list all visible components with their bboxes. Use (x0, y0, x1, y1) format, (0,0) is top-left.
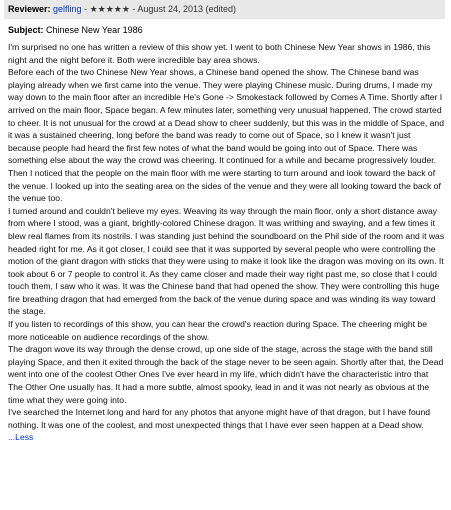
review-paragraph: Before each of the two Chinese New Year shows, a Chinese band opened the show. The Chinese band was playing already when we first came into the venue. They were playing Chinese music. During drums, I made my way down to the main floor after an incredible He's Gone -> Smokestack followed by Comes A Time. Shortly after I arrived on the main floor, Space began. A few minutes later, something very unusual happened. The crowd started to cheer. It is not unusual for the crowd at a Dead show to cheer suddenly, but this was in the middle of Space, and it was a sustained cheering, long before the band was ready to come out of Space, so I knew it wasn't just because people had heard the first few notes of what the band would be going into out of Space. There was something else about the way the crowd was cheering. It continued for a while and became progressively louder. Then I noticed that the people on the main floor with me were starting to turn around and look toward the back of the venue. I looked up into the seating area on the sides of the venue and they were all looking toward the back of the venue too. (8, 67, 444, 204)
rating-separator: - (81, 4, 90, 14)
reviewer-label: Reviewer: (8, 4, 51, 14)
review-paragraph: The dragon wove its way through the dense crowd, up one side of the stage, across the stage with the band still playing Space, and then it exited through the back of the stage never to be seen again. Shortly after that, the Dead went into one of the coolest Other Ones I've ever heard in my life, which didn't have the characteristic intro that The Other One usually has. It had a more subtle, almost spooky, lead in and it was not nearly as obvious at the time what they were going into. (8, 344, 444, 405)
review-paragraph: I've searched the Internet long and hard for any photos that anyone might have of that dragon, but I have found nothing. It was one of the coolest, and most unexpected things that I have ever seen happen at a Dead show. (8, 407, 431, 430)
review-date: - August 24, 2013 (edited) (129, 4, 236, 14)
show-less-link[interactable]: ...Less (8, 432, 34, 443)
review-meta-bar (4, 0, 445, 19)
review-paragraph: I turned around and couldn't believe my eyes. Weaving its way through the main floor, only a short distance away from where I stood, was a giant, brightly-colored Chinese dragon. It was writhing and swaying, and a few times it blew real flames from its nostrils. I was standing just behind the soundboard on the Phil side of the room and it was headed right for me. As it got closer, I could see that it was supported by several people who were controlling the motion of the giant dragon with sticks that they were using to make it look like the dragon was moving on its own. It took about 6 or 7 people to control it. As they came closer and made their way right past me, so close that I could touch them, I saw who it was. It was the Chinese band that had opened the show. They were controlling this huge fire breathing dragon that had emerged from the back of the venue during space and was winding its way toward the stage. (8, 205, 445, 317)
subject-label: Subject: (8, 25, 44, 35)
subject-text: Chinese New Year 1986 (46, 25, 143, 35)
review-paragraph: I'm surprised no one has written a review of this show yet. I went to both Chinese New Year shows in 1986, this night and the night before it. Both were incredible bay area shows. (8, 42, 431, 65)
review-body (8, 41, 445, 444)
rating-stars: ★★★★★ (89, 4, 130, 14)
review-subject-row (8, 24, 445, 36)
reviewer-name-link[interactable]: gelfling (53, 4, 82, 14)
review-paragraph: If you listen to recordings of this show, you can hear the crowd's reaction during Space. The cheering might be more noticeable on audience recordings of the show. (8, 319, 427, 342)
